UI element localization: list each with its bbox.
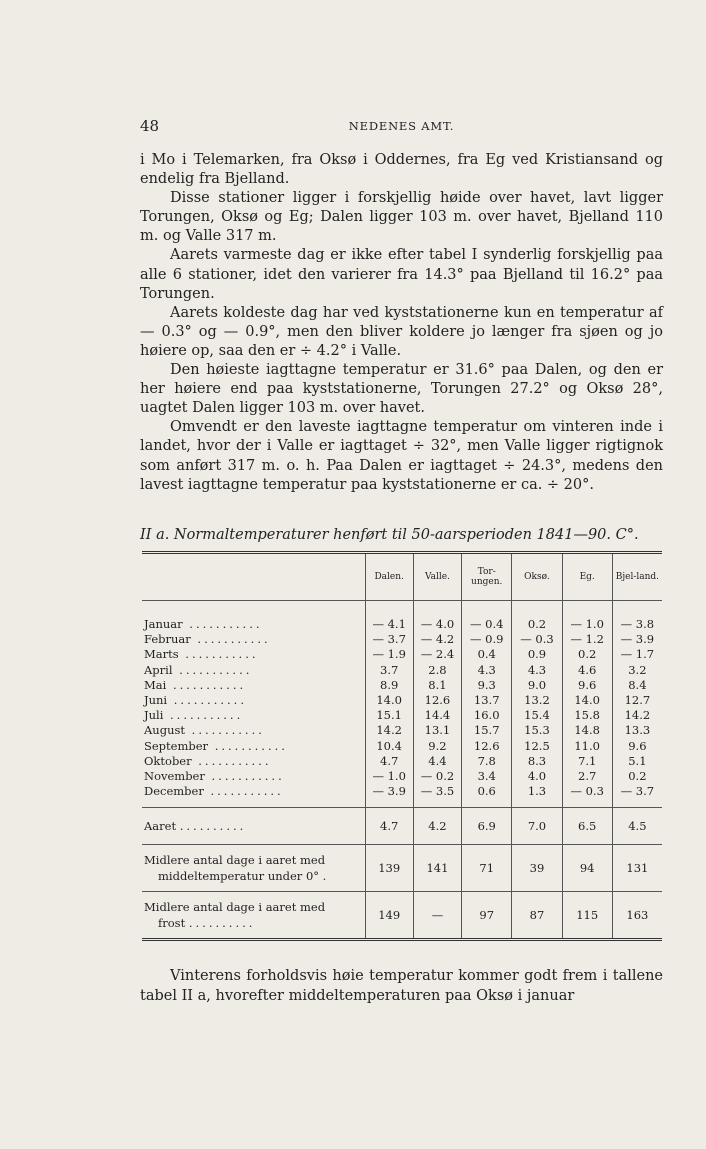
table-cell: 14.8	[562, 723, 612, 738]
table-cell: — 0.4	[462, 617, 512, 632]
table-cell: — 4.2	[413, 632, 461, 647]
table-row	[142, 769, 662, 784]
table-cell: 9.6	[612, 739, 662, 754]
table-cell: 9.0	[512, 678, 562, 693]
table-row	[142, 739, 662, 754]
table-cell: — 0.3	[512, 632, 562, 647]
table-cell: — 1.0	[562, 617, 612, 632]
table-cell: 4.0	[512, 769, 562, 784]
table-cell: 0.6	[462, 784, 512, 808]
table-cell: 9.2	[413, 739, 461, 754]
table-cell: 3.2	[612, 663, 662, 678]
table-cell: — 1.9	[365, 647, 413, 662]
table-cell: 97	[462, 892, 512, 940]
table-cell: 141	[413, 845, 461, 892]
table-cell: 7.8	[462, 754, 512, 769]
table-header-row	[142, 553, 662, 601]
running-header	[140, 117, 663, 135]
row-label: December ...........	[144, 784, 284, 799]
table-cell: 0.9	[512, 647, 562, 662]
paragraph-3: Aarets varmeste dag er ikke efter tabel I synderlig forskjellig paa alle 6 stationer, idet den varierer fra 14.3° paa Bjelland til 16.2° paa Torungen.	[140, 247, 663, 302]
table-cell: 4.6	[562, 663, 612, 678]
table-cell: 115	[562, 892, 612, 940]
row-label: Januar ...........	[144, 617, 263, 631]
table-row-days-below-zero	[142, 845, 662, 892]
table-cell: 2.8	[413, 663, 461, 678]
table-cell: 13.2	[512, 693, 562, 708]
row-label: Aaret ..........	[142, 808, 365, 845]
row-label: Mai ...........	[144, 677, 247, 692]
table-cell: 4.2	[413, 808, 461, 845]
row-label: November ...........	[144, 769, 285, 784]
table-cell: 4.3	[462, 663, 512, 678]
temperature-table-wrapper	[142, 551, 662, 941]
column-header: Valle.	[413, 553, 461, 601]
table-cell: 3.7	[365, 663, 413, 678]
table-cell: 14.4	[413, 708, 461, 723]
table-caption: II a. Normaltemperaturer henført til 50-aarsperioden 1841—90. C°.	[140, 527, 639, 543]
table-cell: 14.0	[562, 693, 612, 708]
row-label: Marts ...........	[144, 647, 259, 662]
table-cell: 5.1	[612, 754, 662, 769]
row-label: Midlere antal dage i aaret med frost ..........	[142, 892, 365, 940]
table-cell: 39	[512, 845, 562, 892]
table-cell: 9.6	[562, 678, 612, 693]
table-cell: 131	[612, 845, 662, 892]
table-cell: 163	[612, 892, 662, 940]
temperature-table	[142, 551, 662, 941]
table-cell: 12.5	[512, 739, 562, 754]
table-cell: 0.2	[512, 617, 562, 632]
table-cell: 15.1	[365, 708, 413, 723]
table-cell: 8.4	[612, 678, 662, 693]
table-row	[142, 617, 662, 632]
table-row	[142, 632, 662, 647]
table-cell: — 0.3	[562, 784, 612, 808]
table-cell: — 0.2	[413, 769, 461, 784]
table-cell: 13.7	[462, 693, 512, 708]
table-cell: 14.2	[612, 708, 662, 723]
table-cell: — 3.9	[612, 632, 662, 647]
table-cell: 3.4	[462, 769, 512, 784]
table-row	[142, 678, 662, 693]
page-number: 48	[140, 117, 160, 135]
column-header: Tor-ungen.	[462, 553, 512, 601]
table-cell: 0.2	[562, 647, 612, 662]
table-cell: — 1.0	[365, 769, 413, 784]
table-cell: 13.3	[612, 723, 662, 738]
row-label: Februar ...........	[144, 632, 271, 647]
table-cell: 2.7	[562, 769, 612, 784]
table-cell: 71	[462, 845, 512, 892]
table-cell: 9.3	[462, 678, 512, 693]
table-cell: 4.4	[413, 754, 461, 769]
table-cell: — 2.4	[413, 647, 461, 662]
table-cell: 14.2	[365, 723, 413, 738]
table-cell: — 3.8	[612, 617, 662, 632]
table-row	[142, 663, 662, 678]
table-cell: 87	[512, 892, 562, 940]
table-cell: — 3.7	[365, 632, 413, 647]
table-cell: 14.0	[365, 693, 413, 708]
table-cell: — 4.1	[365, 617, 413, 632]
table-cell: — 0.9	[462, 632, 512, 647]
month-rows	[142, 601, 662, 808]
table-cell: — 4.0	[413, 617, 461, 632]
column-header: Eg.	[562, 553, 612, 601]
row-label: August ...........	[144, 723, 265, 738]
table-row-year	[142, 808, 662, 845]
table-cell: 94	[562, 845, 612, 892]
table-cell: 0.2	[612, 769, 662, 784]
table-cell: — 3.9	[365, 784, 413, 808]
table-cell: —	[413, 892, 461, 940]
paragraph-5: Den høieste iagttagne temperatur er 31.6° paa Dalen, og den er her høiere end paa kyststationerne, Torungen 27.2° og Oksø 28°, uagtet Dalen ligger 103 m. over havet.	[140, 362, 663, 417]
table-cell: 8.9	[365, 678, 413, 693]
table-cell: 4.7	[365, 808, 413, 845]
spacer-row	[142, 601, 662, 618]
table-cell: — 3.5	[413, 784, 461, 808]
table-cell: 139	[365, 845, 413, 892]
column-header: Oksø.	[512, 553, 562, 601]
body-text	[140, 151, 663, 495]
table-cell: 7.1	[562, 754, 612, 769]
table-row-frost-days	[142, 892, 662, 940]
running-title: NEDENES AMT.	[348, 119, 455, 133]
table-cell: 11.0	[562, 739, 612, 754]
table-cell: 13.1	[413, 723, 461, 738]
table-cell: 15.7	[462, 723, 512, 738]
table-cell: 15.4	[512, 708, 562, 723]
summary-rows	[142, 808, 662, 940]
table-cell: 1.3	[512, 784, 562, 808]
row-label: Juli ...........	[144, 708, 244, 723]
table-cell: 0.4	[462, 647, 512, 662]
continuation-text	[140, 966, 663, 1006]
table-cell: — 1.2	[562, 632, 612, 647]
row-label: April ...........	[144, 662, 253, 677]
table-cell: 8.3	[512, 754, 562, 769]
column-header: Dalen.	[365, 553, 413, 601]
table-row	[142, 784, 662, 808]
table-cell: 6.5	[562, 808, 612, 845]
table-row	[142, 754, 662, 769]
table-cell: 12.6	[462, 739, 512, 754]
table-cell: 10.4	[365, 739, 413, 754]
table-row	[142, 723, 662, 738]
paragraph-1: i Mo i Telemarken, fra Oksø i Oddernes, fra Eg ved Kristiansand og endelig fra Bjelland.	[140, 152, 663, 188]
stub-header	[142, 553, 365, 601]
table-cell: 15.3	[512, 723, 562, 738]
table-cell: 6.9	[462, 808, 512, 845]
paragraph-2: Disse stationer ligger i forskjellig høide over havet, lavt ligger Torungen, Oksø og Eg; Dalen ligger 103 m. over havet, Bjelland 110 m. og Valle 317 m.	[140, 190, 663, 245]
paragraph-4: Aarets koldeste dag har ved kyststationerne kun en temperatur af — 0.3° og — 0.9°, men den bliver koldere jo længer fra sjøen og jo høiere op, saa den er ÷ 4.2° i Valle.	[140, 304, 663, 359]
table-cell: 4.5	[612, 808, 662, 845]
table-cell: 16.0	[462, 708, 512, 723]
row-label: Juni ...........	[144, 693, 247, 708]
table-cell: 7.0	[512, 808, 562, 845]
table-row	[142, 647, 662, 662]
table-cell: 8.1	[413, 678, 461, 693]
table-row	[142, 708, 662, 723]
table-cell: 15.8	[562, 708, 612, 723]
table-cell: 4.7	[365, 754, 413, 769]
table-cell: 12.6	[413, 693, 461, 708]
table-row	[142, 693, 662, 708]
row-label: Oktober ...........	[144, 753, 272, 768]
paragraph-6: Omvendt er den laveste iagttagne temperatur om vinteren inde i landet, hvor der i Valle er iagttaget ÷ 32°, men Valle ligger rigtignok som anført 317 m. o. h. Paa Dalen er iagttaget ÷ 24.3°, medens den lavest iagttagne temperatur paa kyststationerne er ca. ÷ 20°.	[140, 419, 663, 493]
paragraph-7: Vinterens forholdsvis høie temperatur kommer godt frem i tallene tabel II a, hvorefter middeltemperaturen paa Oksø i januar	[140, 968, 663, 1004]
table-cell: — 1.7	[612, 647, 662, 662]
row-label: Midlere antal dage i aaret med middeltemperatur under 0° .	[142, 845, 365, 892]
table-cell: 149	[365, 892, 413, 940]
column-header: Bjel-land.	[612, 553, 662, 601]
table-cell: 12.7	[612, 693, 662, 708]
row-label: September ...........	[144, 738, 288, 753]
table-cell: — 3.7	[612, 784, 662, 808]
table-cell: 4.3	[512, 663, 562, 678]
